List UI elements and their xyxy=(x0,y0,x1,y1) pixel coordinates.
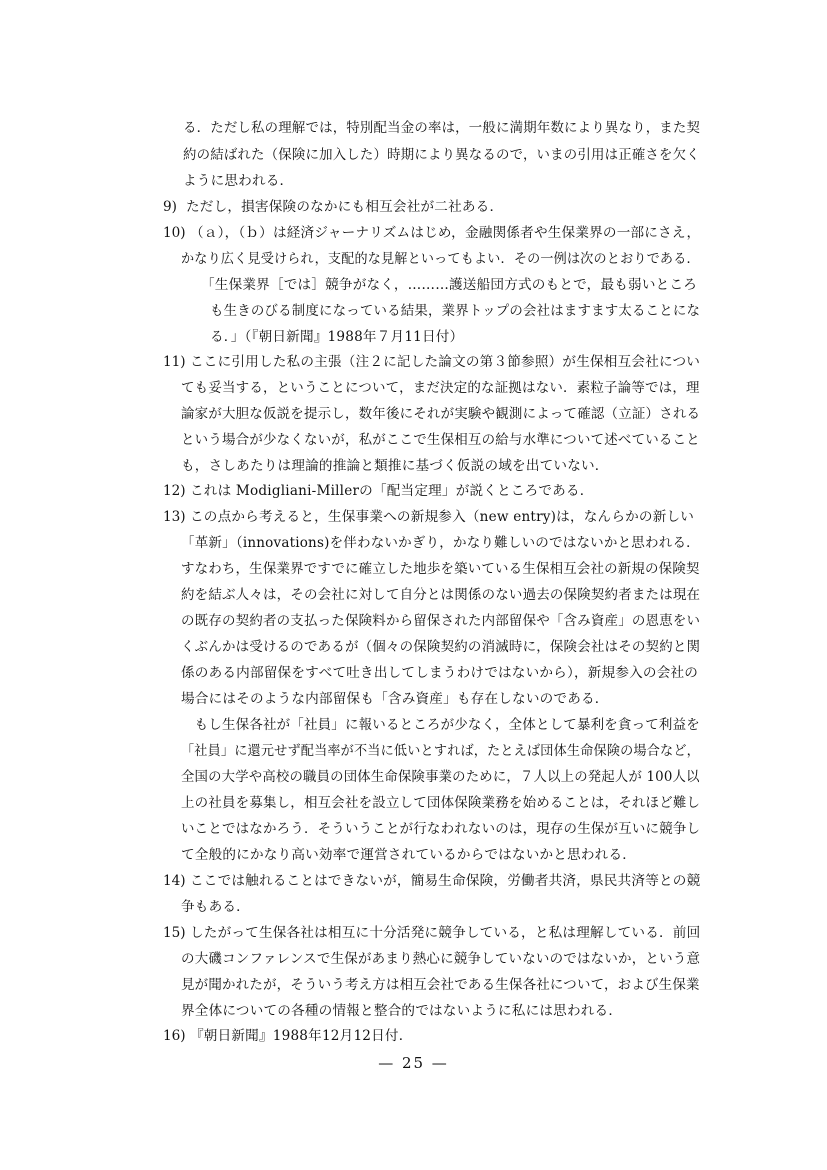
footnote-number: 13) xyxy=(163,509,186,525)
text-line: かなり広く見受けられ，支配的な見解といってもよい．その一例は次のとおりである． xyxy=(181,251,700,267)
block-quote-line: も生きのびる制度になっている結果，業界トップの会社はますます太ることにな xyxy=(210,303,701,319)
text-line: て全般的にかなり高い効率で運営されているからではないかと思われる． xyxy=(181,847,637,863)
text-line: 係のある内部留保をすべて吐き出してしまうわけではないから），新規参入の会社の xyxy=(181,665,699,681)
block-quote-line: 「生保業界［では］競争がなく，………護送船団方式のもとで，最も弱いところ xyxy=(201,277,698,293)
text-line: いことではなかろう．そういうことが行なわれないのは，現存の生保が互いに競争し xyxy=(181,821,701,837)
text-line: ここでは触れることはできないが，簡易生命保険，労働者共済，県民共済等との競 xyxy=(190,873,701,889)
text-line: 争もある． xyxy=(181,899,250,915)
block-quote-line: る．」（『朝日新聞』1988年７月11日付） xyxy=(210,329,464,345)
text-line: ここに引用した私の主張（注２に記した論文の第３節参照）が生保相互会社につい xyxy=(190,354,701,370)
text-line: ても妥当する，ということについて，まだ決定的な証拠はない．素粒子論等では，理 xyxy=(181,380,700,396)
text-line: の既存の契約者の支払った保険料から留保された内部留保や「含み資産」の恩恵をい xyxy=(181,613,701,629)
footnote-number: 16) xyxy=(163,1028,186,1044)
text-line: くぶんかは受けるのであるが（個々の保険契約の消滅時に，保険会社はその契約と関 xyxy=(181,639,701,655)
text-line: 「革新」（innovations)を伴わないかぎり，かなり難しいのではないかと思われる． xyxy=(181,535,700,551)
text-line: 約を結ぶ人々は，その会社に対して自分とは関係のない過去の保険契約者または現在 xyxy=(181,587,701,603)
text-line: の大磯コンファレンスで生保があまり熱心に競争していないのではないか，という意 xyxy=(181,951,701,967)
text-line: この点から考えると，生保事業への新規参入（new entry)は，なんらかの新しい xyxy=(190,509,695,525)
text-line: る．ただし私の理解では，特別配当金の率は，一般に満期年数により異なり，また契 xyxy=(183,120,701,136)
text-line: 「社員」に還元せず配当率が不当に低いとすれば，たとえば団体生命保険の場合など， xyxy=(181,743,700,759)
footnote-number: 15) xyxy=(163,925,186,941)
text-line: も，さしあたりは理論的推論と類推に基づく仮説の域を出ていない． xyxy=(181,458,609,474)
text-line: 全国の大学や高校の職員の団体生命保険事業のために，７人以上の発起人が 100人以 xyxy=(181,769,700,785)
text-line: 上の社員を募集し，相互会社を設立して団体保険業務を始めることは，それほど難し xyxy=(181,795,701,811)
text-line: これは Modigliani-Millerの「配当定理」が説くところである． xyxy=(190,483,594,499)
text-line: （ａ），（ｂ）は経済ジャーナリズムはじめ，金融関係者や生保業界の一部にさえ， xyxy=(190,225,701,241)
footnote-number: 14) xyxy=(163,873,186,889)
page-number: — 25 — xyxy=(378,1054,449,1072)
text-line: 場合にはそのような内部留保も「含み資産」も存在しないのである． xyxy=(181,691,609,707)
text-line: ただし，損害保険のなかにも相互会社が二社ある． xyxy=(186,199,504,215)
footnote-number: 11) xyxy=(163,354,186,370)
footnote-number: 12) xyxy=(163,483,186,499)
text-line: ように思われる． xyxy=(183,173,294,189)
text-line: したがって生保各社は相互に十分活発に競争している，と私は理解している．前回 xyxy=(190,925,701,941)
text-line: 『朝日新聞』1988年12月12日付． xyxy=(190,1028,413,1044)
text-line: 論家が大胆な仮説を提示し，数年後にそれが実験や観測によって確認（立証）される xyxy=(181,406,701,422)
footnote-number: 9) xyxy=(163,199,177,215)
text-line: すなわち，生保業界ですでに確立した地歩を築いている生保相互会社の新規の保険契 xyxy=(181,561,700,577)
text-line: 約の結ばれた（保険に加入した）時期により異なるので，いまの引用は正確さを欠く xyxy=(183,147,700,163)
footnote-number: 10) xyxy=(163,225,186,241)
text-line: 見が聞かれたが，そういう考え方は相互会社である生保各社について，および生保業 xyxy=(181,977,700,993)
text-line: 界全体についての各種の情報と整合的ではないように私には思われる． xyxy=(181,1003,623,1019)
text-line: もし生保各社が「社員」に報いるところが少なく，全体として暴利を貪って利益を xyxy=(181,717,700,733)
text-line: という場合が少なくないが，私がここで生保相互の給与水準について述べていること xyxy=(181,432,700,448)
